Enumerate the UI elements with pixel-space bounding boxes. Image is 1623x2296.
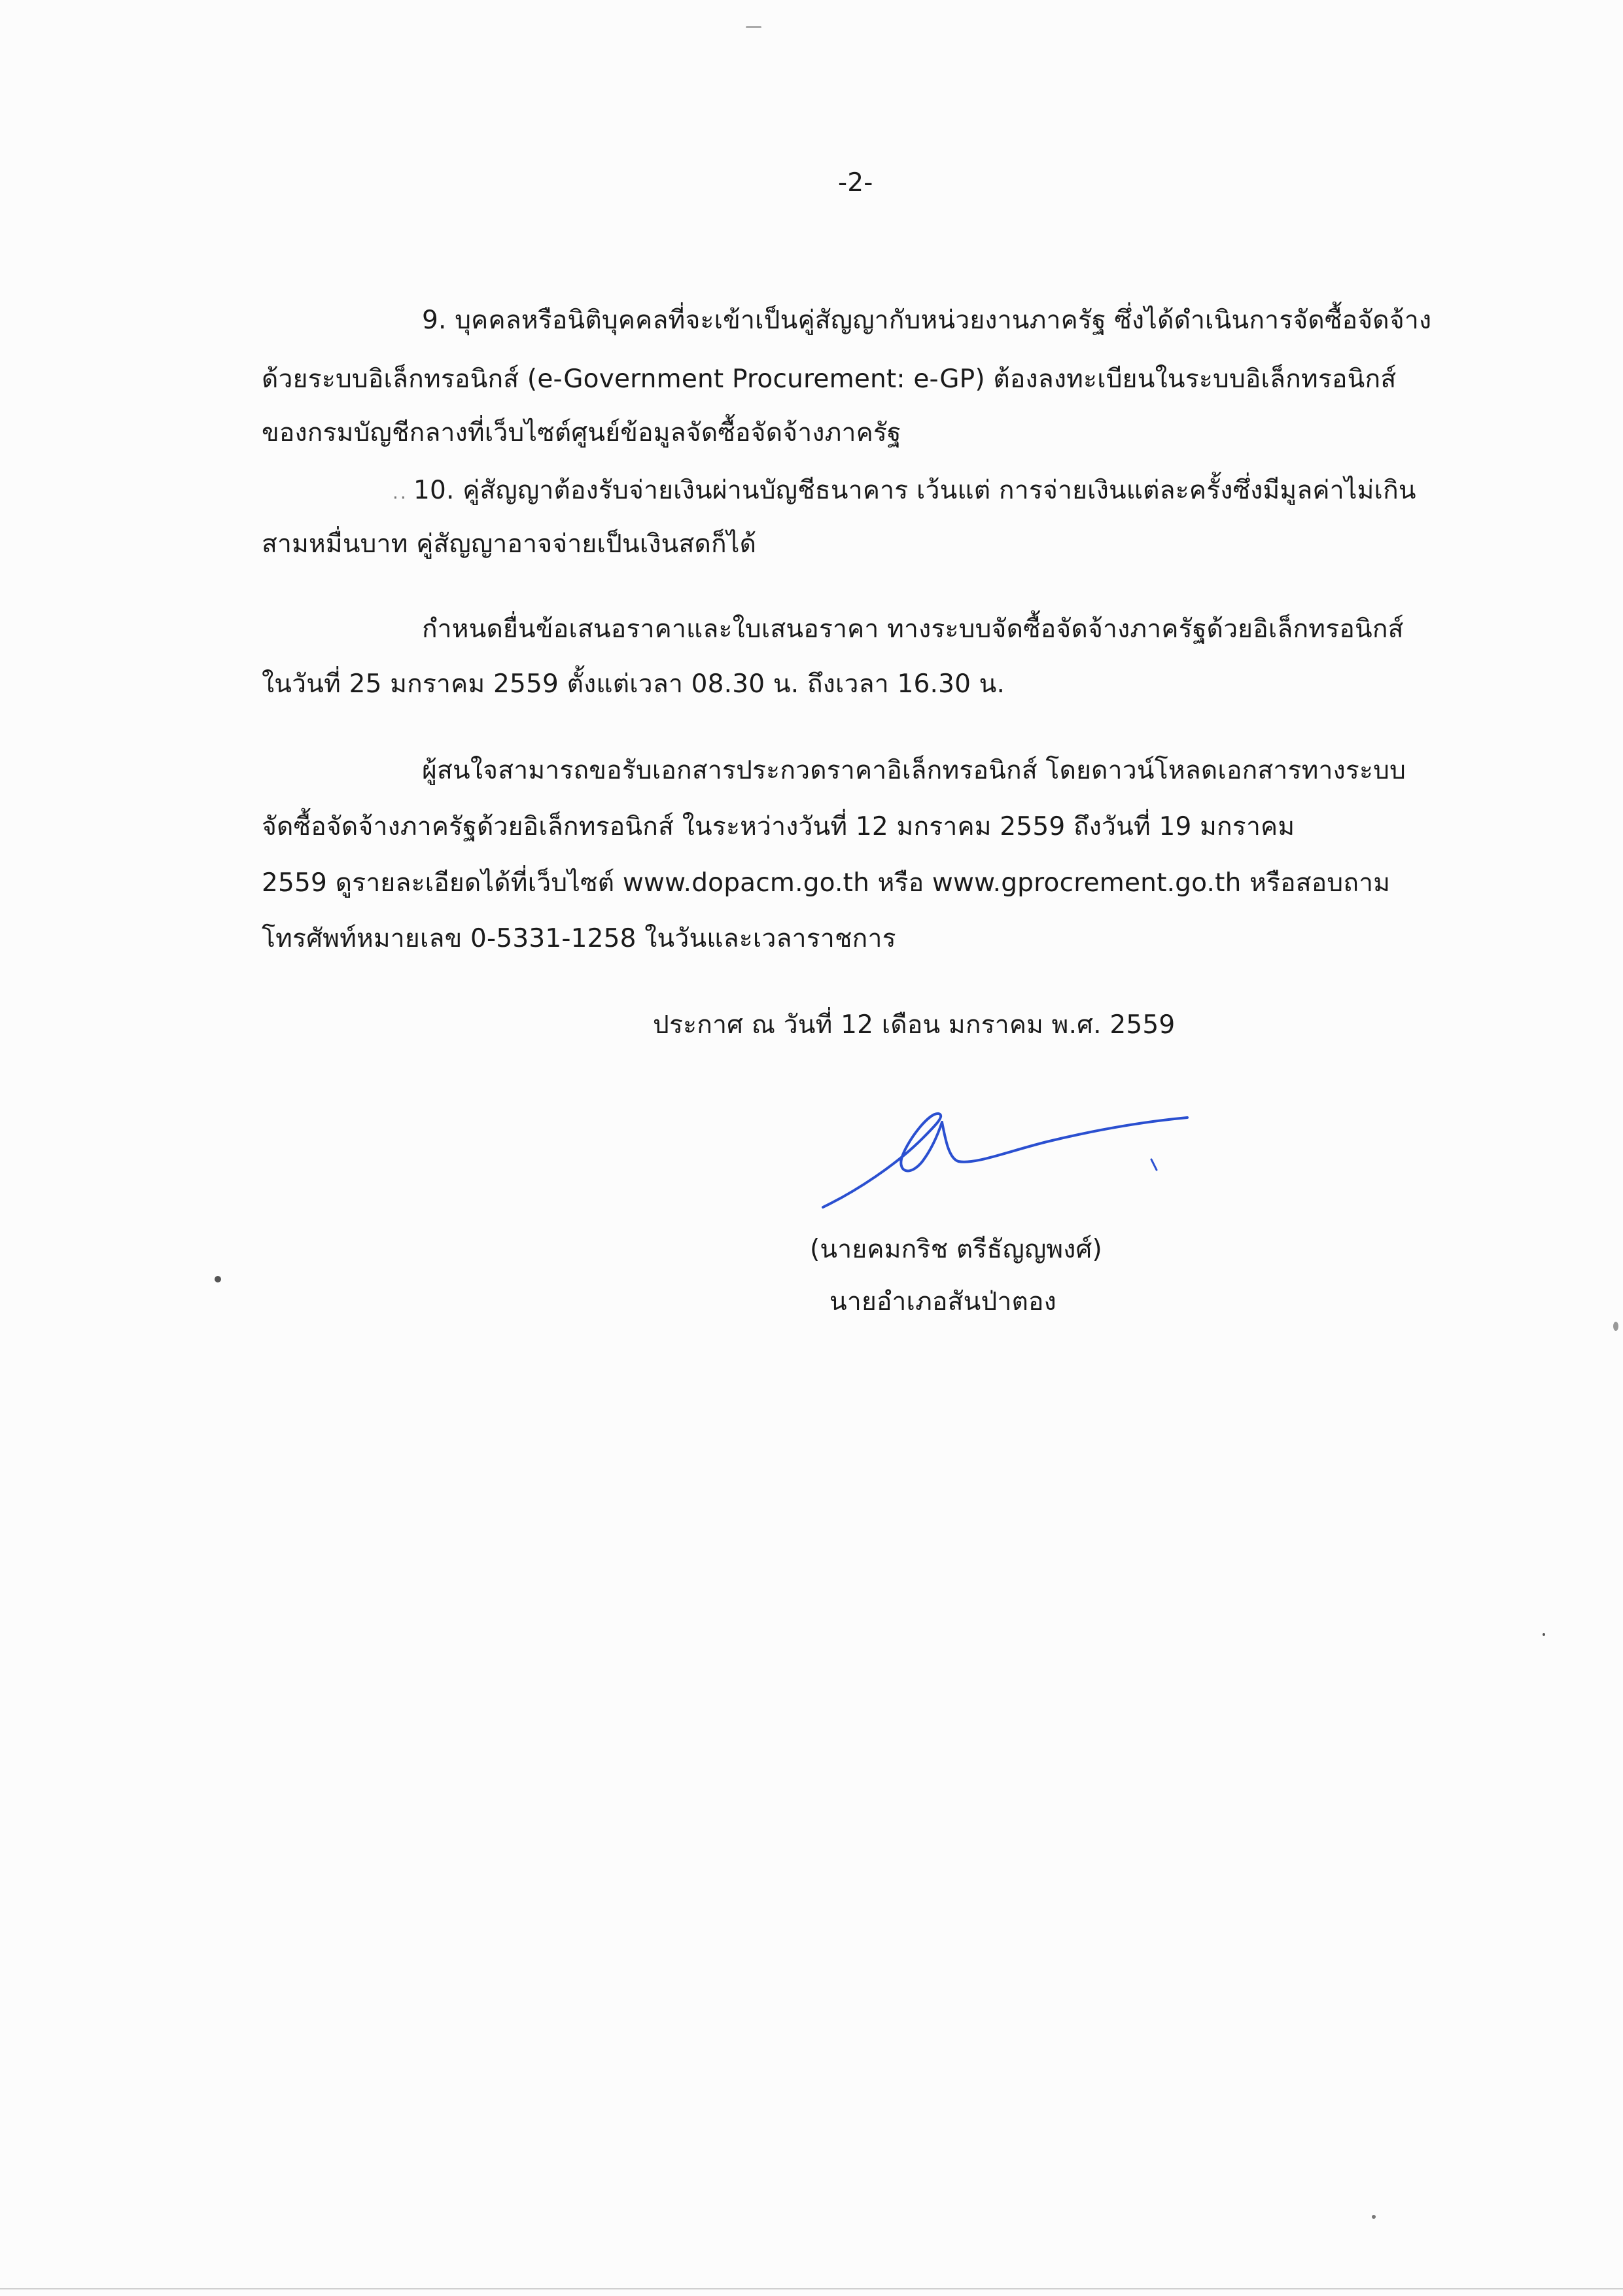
contact-line1: ผู้สนใจสามารถขอรับเอกสารประกวดราคาอิเล็กทรอนิกส์ โดยดาวน์โหลดเอกสารทางระบบ xyxy=(422,756,1406,785)
dotted-marker: .. xyxy=(393,482,408,503)
item9-line3: ของกรมบัญชีกลางที่เว็บไซต์ศูนย์ข้อมูลจัดซื้อจัดจ้างภาครัฐ xyxy=(262,418,901,448)
contact-line3: 2559 ดูรายละเอียดได้ที่เว็บไซต์ www.dopacm.go.th หรือ www.gprocrement.go.th หรือสอบถาม xyxy=(262,868,1391,898)
contact-line2: จัดซื้อจัดจ้างภาครัฐด้วยอิเล็กทรอนิกส์ ในระหว่างวันที่ 12 มกราคม 2559 ถึงวันที่ 19 มกราคม xyxy=(262,812,1295,841)
deadline-line1: กำหนดยื่นข้อเสนอราคาและใบเสนอราคา ทางระบบจัดซื้อจัดจ้างภาครัฐด้วยอิเล็กทรอนิกส์ xyxy=(422,614,1404,644)
scan-speck xyxy=(1613,1322,1618,1331)
signatory-title: นายอำเภอสันป่าตอง xyxy=(829,1287,1056,1316)
item9-line2: ด้วยระบบอิเล็กทรอนิกส์ (e-Government Procurement: e-GP) ต้องลงทะเบียนในระบบอิเล็กทรอนิกส์ xyxy=(262,364,1397,394)
signatory-name: (นายคมกริช ตรีธัญญพงศ์) xyxy=(810,1235,1102,1264)
contact-line4: โทรศัพท์หมายเลข 0-5331-1258 ในวันและเวลาราชการ xyxy=(262,924,896,953)
scan-speck xyxy=(1543,1633,1545,1636)
item9-line1: 9. บุคคลหรือนิติบุคคลที่จะเข้าเป็นคู่สัญญากับหน่วยงานภาครัฐ ซึ่งได้ดำเนินการจัดซื้อจัดจ้าง xyxy=(422,306,1432,335)
scan-speck xyxy=(215,1276,221,1282)
scan-speck xyxy=(746,26,761,28)
announcement-date: ประกาศ ณ วันที่ 12 เดือน มกราคม พ.ศ. 2559 xyxy=(653,1010,1176,1040)
scan-edge xyxy=(0,2288,1623,2289)
item10-line1: 10. คู่สัญญาต้องรับจ่ายเงินผ่านบัญชีธนาคาร เว้นแต่ การจ่ายเงินแต่ละครั้งซึ่งมีมูลค่าไม่เกิน xyxy=(413,476,1416,505)
page-number: -2- xyxy=(838,168,873,198)
deadline-line2: ในวันที่ 25 มกราคม 2559 ตั้งแต่เวลา 08.30 น. ถึงเวลา 16.30 น. xyxy=(262,669,1005,699)
item10-line2: สามหมื่นบาท คู่สัญญาอาจจ่ายเป็นเงินสดก็ได้ xyxy=(262,529,757,559)
scan-speck xyxy=(1372,2215,1376,2219)
signature xyxy=(811,1099,1204,1217)
